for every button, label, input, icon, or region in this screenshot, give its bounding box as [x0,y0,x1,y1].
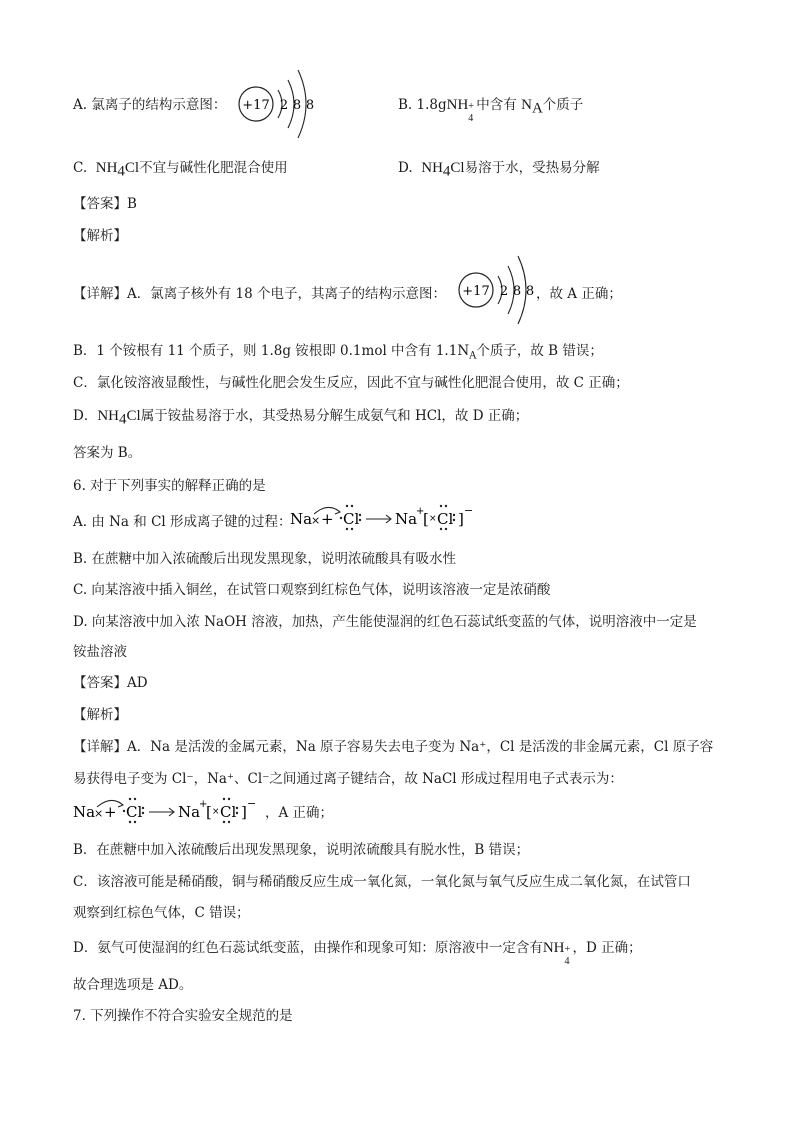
q5-detail-a: 【详解】A．氯离子核外有 18 个电子，其离子的结构示意图： [73,286,447,302]
ion-shell-3: 8 [525,284,535,299]
svg-text:+: + [104,803,117,821]
svg-text:Cl: Cl [126,803,143,821]
q6-detail-c-line1: C．该溶液可能是稀硝酸，铜与稀硝酸反应生成一氧化氮，一氧化氮与氧气反应生成二氧化氮，在试管口 [73,874,691,890]
q6-option-d-line2: 铵盐溶液 [73,644,127,660]
q6-detail-a-suffix: ，A 正确； [265,805,334,821]
svg-text:Cl: Cl [437,510,454,528]
q5-detail-b: B．1 个铵根有 11 个质子，则 1.8g 铵根即 0.1mol 中含有 $1.1N_A$个质子，故 B 错误； [73,343,603,362]
q6-answer: 【答案】AD [73,675,148,691]
q6-stem: 6. 对于下列事实的解释正确的是 [73,478,266,494]
svg-text:×: × [311,514,321,527]
q6-option-d-line1: D. 向某溶液中加入浓 NaOH 溶液，加热，产生能使湿润的红色石蕊试纸变蓝的气体，说明溶液中一定是 [73,614,697,630]
q6-detail-line2: 易获得电子变为 Cl⁻，Na⁺、Cl⁻之间通过离子键结合，故 NaCl 形成过程用电子式表示为： [73,771,623,787]
svg-text:Na: Na [395,510,418,528]
ion-shell-1: 2 [499,284,509,299]
q5-conclusion: 答案为 B。 [73,445,142,461]
nacl-electron-formation-equation [290,498,480,534]
q5-analysis-heading: 【解析】 [73,228,127,244]
svg-text:Na: Na [178,803,201,821]
eq-cl: Cl [343,510,360,528]
svg-text:[: [ [423,510,429,528]
q7-stem: 7. 下列操作不符合实验安全规范的是 [73,1008,293,1024]
q6-option-a: A. 由 Na 和 Cl 形成离子键的过程： [73,514,292,530]
chloride-ion-diagram-detail [452,252,542,328]
svg-text:+: + [321,510,334,528]
q5-option-b: B. 1.8gNH + 4 中含有 $N_A$个质子 [398,97,584,124]
svg-text:×: × [94,807,104,820]
q6-detail-d: D．氨气可使湿润的红色石蕊试纸变蓝，由操作和现象可知：原溶液中一定含有NH + 4 ，D 正确； [73,940,642,967]
svg-text:]: ] [458,510,464,528]
q6-detail-line1: 【详解】A．Na 是活泼的金属元素，Na 原子容易失去电子变为 Na⁺，Cl 是活泼的非金属元素，Cl 原子容 [73,739,714,755]
svg-text:Na: Na [73,803,96,821]
q6-option-c: C. 向某溶液中插入铜丝，在试管口观察到红棕色气体，说明该溶液一定是浓硝酸 [73,582,551,598]
q5-option-a: A. 氯离子的结构示意图： [73,97,227,113]
chloride-ion-diagram [232,66,322,142]
q6-analysis-heading: 【解析】 [73,707,127,723]
nacl-electron-formation-equation-detail [73,791,263,827]
ion-shell-2: 8 [512,284,522,299]
svg-text:+: + [416,506,425,517]
ion-nucleus-label: +17 [462,284,490,299]
q6-detail-b: B．在蔗糖中加入浓硫酸后出现发黑现象，说明浓硫酸具有脱水性，B 错误； [73,842,530,858]
q5-option-d: D. $NH_4Cl$易溶于水，受热易分解 [398,160,600,180]
svg-text:−: − [247,797,257,810]
q6-option-b: B. 在蔗糖中加入浓硫酸后出现发黑现象，说明浓硫酸具有吸水性 [73,551,457,567]
ion-shell-1: 2 [279,98,289,113]
svg-text:+: + [199,799,208,810]
svg-text:Cl: Cl [220,803,237,821]
q5-detail-c: C．氯化铵溶液显酸性，与碱性化肥会发生反应，因此不宜与碱性化肥混合使用，故 C 正确； [73,375,629,391]
eq-na: Na [290,510,313,528]
q5-detail-d: D．$NH_4Cl$属于铵盐易溶于水，其受热易分解生成氨气和 HCl，故 D 正确； [73,408,529,428]
ion-shell-2: 8 [292,98,302,113]
svg-text:−: − [464,504,474,517]
svg-text:[: [ [206,803,212,821]
svg-text:×: × [429,514,437,524]
svg-text:]: ] [241,803,247,821]
ion-nucleus-label: +17 [242,98,270,113]
q5-answer: 【答案】B [73,196,137,212]
svg-text:×: × [212,807,220,817]
q5-option-c: C. $NH_4Cl$不宜与碱性化肥混合使用 [73,160,288,180]
q6-conclusion: 故合理选项是 AD。 [73,977,193,993]
ion-shell-3: 8 [305,98,315,113]
q5-detail-a-suffix: ，故 A 正确； [536,286,622,302]
q6-detail-c-line2: 观察到红棕色气体，C 错误； [73,905,250,921]
